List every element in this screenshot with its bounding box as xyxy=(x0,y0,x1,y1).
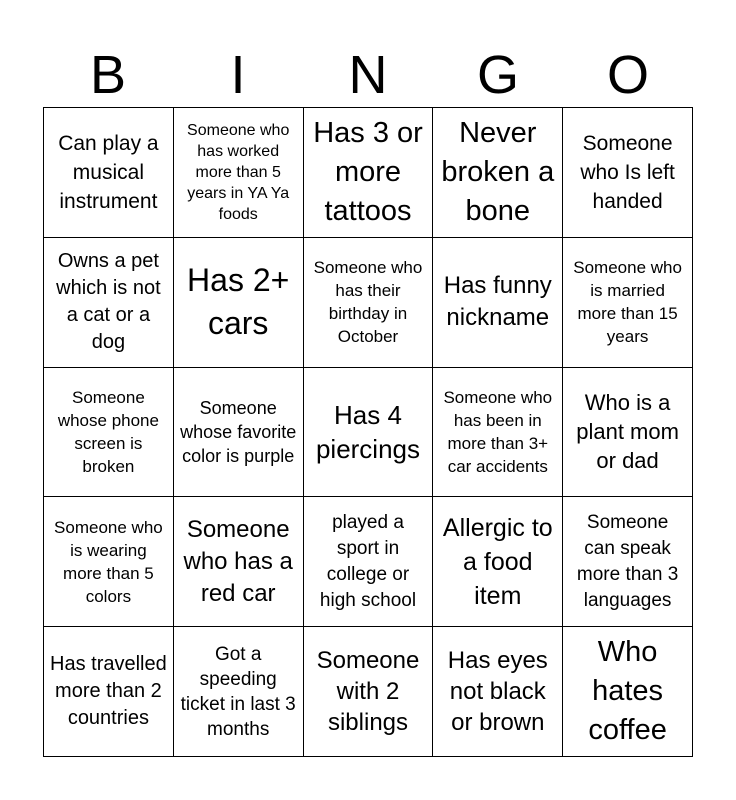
bingo-cell[interactable] xyxy=(174,108,304,238)
bingo-cell[interactable] xyxy=(433,497,563,627)
cell-text: Someone who has a red car xyxy=(183,515,293,607)
cell-text: Got a speeding ticket in last 3 months xyxy=(180,643,296,740)
cell-text: Someone who Is left handed xyxy=(580,131,675,213)
bingo-grid xyxy=(43,107,693,757)
cell-text: Allergic to a food item xyxy=(442,513,553,610)
cell-text: Someone with 2 siblings xyxy=(316,647,420,737)
cell-text: Has 3 or more tattoos xyxy=(313,116,423,227)
header-letter-b: B xyxy=(89,45,127,105)
cell-text: Someone who is married more than 15 years xyxy=(573,258,682,347)
bingo-cell[interactable] xyxy=(44,368,174,498)
bingo-cell[interactable] xyxy=(304,497,434,627)
bingo-cell[interactable] xyxy=(304,108,434,238)
bingo-cell[interactable] xyxy=(563,108,693,238)
header-letter-n: N xyxy=(348,45,388,105)
cell-text: Has 2+ cars xyxy=(187,262,290,342)
bingo-cell[interactable] xyxy=(563,368,693,498)
header-letter-g: G xyxy=(476,45,519,105)
bingo-cell[interactable] xyxy=(304,238,434,368)
cell-text: Someone who has their birthday in October xyxy=(313,258,423,347)
header-letter-i: I xyxy=(230,45,246,105)
cell-text: Someone can speak more than 3 languages xyxy=(576,511,679,611)
bingo-header xyxy=(43,44,693,106)
cell-text: Someone who has worked more than 5 years in YA Ya foods xyxy=(187,121,290,223)
bingo-cell[interactable] xyxy=(44,497,174,627)
bingo-cell[interactable] xyxy=(563,497,693,627)
cell-text: Someone whose favorite color is purple xyxy=(180,397,297,466)
bingo-cell[interactable] xyxy=(174,627,304,757)
cell-text: Has funny nickname xyxy=(443,272,552,332)
cell-text: Someone who has been in more than 3+ car accidents xyxy=(443,387,553,476)
cell-text: Owns a pet which is not a cat or a dog xyxy=(56,250,161,354)
cell-text: Never broken a bone xyxy=(441,116,555,227)
bingo-cell[interactable] xyxy=(433,627,563,757)
cell-text: Someone who is wearing more than 5 colors xyxy=(54,517,163,606)
cell-text: Has 4 piercings xyxy=(315,399,421,464)
cell-text: Who is a plant mom or dad xyxy=(576,390,679,474)
header-letter-o: O xyxy=(606,45,649,105)
bingo-cell[interactable] xyxy=(433,238,563,368)
cell-text: Someone whose phone screen is broken xyxy=(57,387,159,476)
cell-text: Who hates coffee xyxy=(588,636,667,747)
cell-text: Has eyes not black or brown xyxy=(447,647,548,737)
bingo-cell[interactable] xyxy=(433,368,563,498)
bingo-cell[interactable] xyxy=(44,627,174,757)
cell-text: played a sport in college or high school xyxy=(319,511,417,611)
bingo-cell[interactable] xyxy=(563,627,693,757)
bingo-cell[interactable] xyxy=(174,497,304,627)
bingo-cell[interactable] xyxy=(433,108,563,238)
bingo-cell[interactable] xyxy=(44,238,174,368)
cell-text: Can play a musical instrument xyxy=(58,131,159,213)
bingo-cell[interactable] xyxy=(44,108,174,238)
cell-text: Has travelled more than 2 countries xyxy=(50,653,167,730)
bingo-cell[interactable] xyxy=(174,368,304,498)
bingo-cell[interactable] xyxy=(304,627,434,757)
bingo-cell[interactable] xyxy=(304,368,434,498)
bingo-cell[interactable] xyxy=(174,238,304,368)
bingo-cell[interactable] xyxy=(563,238,693,368)
